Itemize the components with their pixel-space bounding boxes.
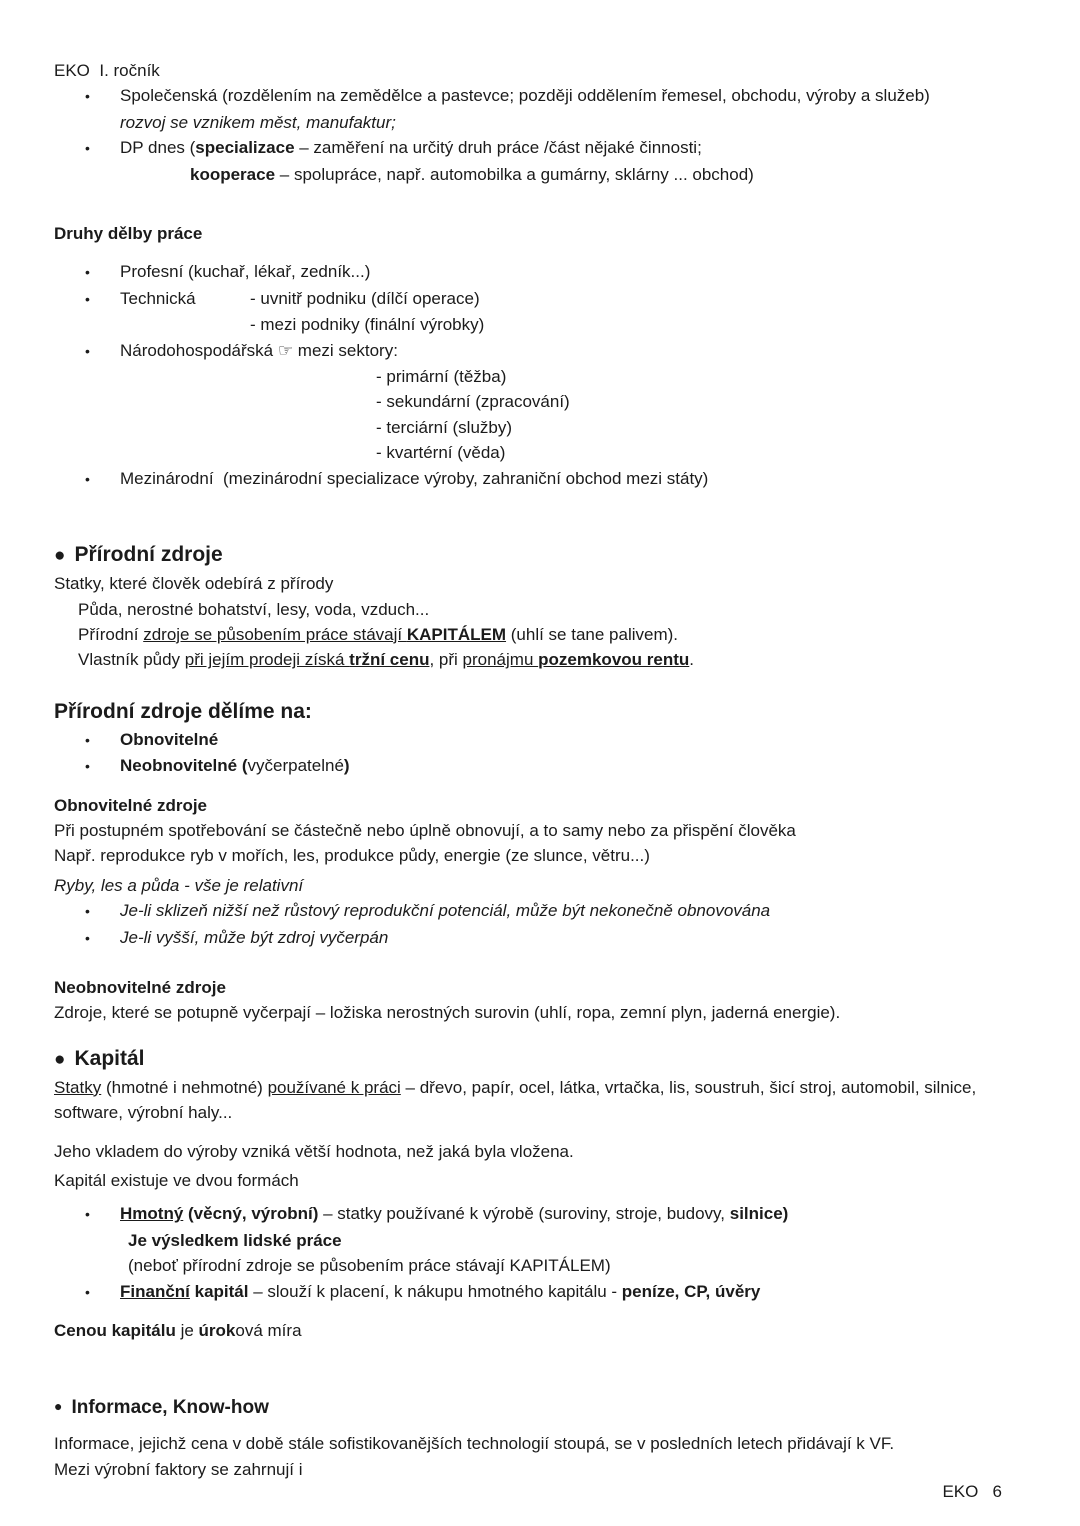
bullet-marker-icon: • (85, 903, 90, 920)
spacer (54, 492, 1026, 540)
text-segment: Mezinárodní (mezinárodní specializace výroby, zahraniční obchod mezi státy) (120, 468, 709, 488)
bullet-marker-icon: • (85, 88, 90, 105)
text-segment: Obnovitelné (120, 729, 219, 749)
bullet-marker-icon: • (85, 140, 90, 157)
bullet-item (54, 259, 1026, 285)
text-segment: Přírodní zdroje (74, 543, 223, 567)
text-line (54, 843, 1026, 868)
text-segment: Mezi výrobní faktory se zahrnují i (54, 1459, 303, 1479)
text-segment: Společenská (rozdělením na zemědělce a pastevce; později oddělením řemesel, obchodu, výroby a služeb) (120, 86, 930, 106)
bullet-item (54, 727, 1026, 753)
section-bullet-icon: ● (54, 1048, 66, 1070)
text-segment: Např. reprodukce ryb v mořích, les, produkce půdy, energie (ze slunce, větru...) (54, 846, 650, 866)
document-body (54, 58, 1026, 1482)
text-segment: při jejím prodeji získá (184, 650, 350, 670)
text-segment: Přírodní zdroje dělíme na: (54, 699, 312, 723)
text-segment: - terciární (služby) (376, 417, 513, 437)
heading-kapital (54, 1044, 1026, 1075)
text-segment: vyčerpatelné (247, 756, 344, 776)
text-segment: Informace, Know-how (71, 1397, 269, 1419)
text-segment: - primární (těžba) (376, 367, 507, 387)
spacer (54, 246, 1026, 259)
bullet-marker-icon: • (85, 758, 90, 775)
text-segment: (uhlí se tane palivem). (506, 624, 678, 644)
spacer (54, 1305, 1026, 1318)
bullet-marker-icon: • (85, 929, 90, 946)
spacer (54, 1126, 1026, 1139)
text-line (54, 873, 1026, 898)
text-segment: , při (429, 650, 463, 670)
text-segment: Je výsledkem lidské práce (128, 1230, 342, 1250)
text-segment: ová míra (235, 1321, 302, 1341)
bullet-item (54, 135, 1026, 161)
spacer (54, 673, 1026, 697)
bullet-item (54, 338, 1026, 364)
text-segment: (neboť přírodní zdroje se působením práce stávají KAPITÁLEM) (128, 1256, 611, 1276)
text-segment: pronájmu (462, 650, 539, 670)
continuation-line (54, 110, 1026, 135)
text-segment: je (175, 1321, 199, 1341)
text-segment: tržní cenu (349, 650, 430, 670)
text-segment: Ryby, les a půda - vše je relativní (54, 875, 304, 895)
text-segment: – statky používané k výrobě (suroviny, stroje, budovy, (318, 1204, 730, 1224)
bullet-item (54, 753, 1026, 779)
heading-druhy-delby-prace (54, 221, 1026, 246)
text-segment: zdroje se působením práce stávají (143, 624, 407, 644)
text-segment: Statky, které člověk odebírá z přírody (54, 574, 334, 594)
text-line (54, 818, 1026, 843)
text-segment: rozvoj se vznikem měst, manufaktur; (120, 112, 396, 132)
text-segment: . (689, 650, 694, 670)
bullet-marker-icon: • (85, 290, 90, 307)
text-segment: kooperace (190, 164, 276, 184)
heading-prirodni-zdroje-delime (54, 697, 1026, 727)
text-segment: KAPITÁLEM (406, 624, 507, 644)
text-segment: kapitál (189, 1281, 249, 1301)
text-line (54, 1000, 1026, 1025)
text-segment: Je-li sklizeň nižší než růstový reprodukční potenciál, může být nekonečně obnovována (120, 901, 771, 921)
text-segment: specializace (195, 138, 295, 158)
text-segment: úrok (198, 1321, 236, 1341)
text-segment: Zdroje, které se potupně vyčerpají – ložiska nerostných surovin (uhlí, ropa, zemní plyn, jaderná energie). (54, 1003, 841, 1023)
spacer (54, 780, 1026, 793)
text-segment: Obnovitelné zdroje (54, 795, 208, 815)
text-segment: Při postupném spotřebování se částečně nebo úplně obnovují, a to samy nebo za přispění člověka (54, 820, 796, 840)
text-segment: Je-li vyšší, může být zdroj vyčerpán (120, 927, 389, 947)
text-line (54, 1457, 1026, 1482)
text-segment: Informace, jejichž cena v době stále sofistikovanějších technologií stoupá, se v posledních letech přidávají k VF. (54, 1434, 895, 1454)
bullet-marker-icon: • (85, 264, 90, 281)
text-segment: Neobnovitelné ( (120, 756, 248, 776)
text-segment: Kapitál (74, 1046, 145, 1070)
text-segment: peníze, CP, úvěry (621, 1281, 761, 1301)
text-segment: - uvnitř podniku (dílčí operace) (250, 288, 480, 308)
text-segment: - kvartérní (věda) (376, 443, 506, 463)
doc-header (54, 58, 1026, 83)
text-segment: DP dnes ( (120, 138, 196, 158)
text-segment: – slouží k placení, k nákupu hmotného kapitálu - (248, 1281, 622, 1301)
continuation-line (54, 1253, 1026, 1278)
text-segment: používané k práci (267, 1077, 401, 1097)
text-line (54, 571, 1026, 596)
sub-item (54, 312, 1026, 337)
spacer (54, 1423, 1026, 1431)
text-segment: mezi sektory: (293, 340, 398, 360)
text-segment: Neobnovitelné zdroje (54, 977, 226, 997)
bullet-item (54, 83, 1026, 109)
text-segment: ) (343, 756, 350, 776)
bullet-item (54, 466, 1026, 492)
text-segment: Přírodní (78, 624, 144, 644)
bullet-marker-icon: • (85, 1206, 90, 1223)
bullet-marker-icon: • (85, 1283, 90, 1300)
text-segment: Druhy dělby práce (54, 224, 203, 244)
bullet-item (54, 1279, 1026, 1305)
page-footer: EKO 6 (942, 1482, 1002, 1501)
text-line (54, 1168, 1026, 1193)
text-segment: Půda, nerostné bohatství, lesy, voda, vzduch... (78, 599, 430, 619)
text-segment: Kapitál existuje ve dvou formách (54, 1171, 299, 1190)
heading-obnovitelne-zdroje (54, 793, 1026, 818)
bullet-item (54, 1201, 1026, 1227)
text-segment: – dřevo, papír, ocel, látka, vrtačka, lis, soustruh, šicí stroj, automobil, silnice, software, výrobní haly... (54, 1077, 981, 1123)
text-segment: pozemkovou rentu (538, 650, 690, 670)
text-segment: Technická (120, 288, 196, 308)
sub-item (54, 389, 1026, 414)
section-bullet-icon: ● (54, 1398, 63, 1415)
bullet-item (54, 898, 1026, 924)
text-segment: EKO I. ročník (54, 61, 160, 80)
spacer (54, 187, 1026, 221)
text-segment: Hmotný (120, 1204, 184, 1224)
text-segment: Finanční (120, 1281, 190, 1301)
text-segment: Jeho vkladem do výroby vzniká větší hodnota, než jaká byla vložena. (54, 1141, 574, 1161)
heading-prirodni-zdroje (54, 540, 1026, 571)
bullet-marker-icon: • (85, 731, 90, 748)
spacer (54, 1343, 1026, 1391)
text-segment: Statky (54, 1077, 102, 1097)
continuation-line (54, 162, 1026, 187)
continuation-line (54, 1228, 1026, 1253)
text-segment: – spolupráce, např. automobilka a gumárny, sklárny ... obchod) (275, 164, 754, 184)
text-line (54, 647, 1026, 672)
sub-item (54, 364, 1026, 389)
sub-item (54, 440, 1026, 465)
spacer (54, 951, 1026, 975)
text-line (54, 1318, 1026, 1343)
section-bullet-icon: ● (54, 545, 66, 567)
text-segment: (věcný, výrobní) (183, 1204, 319, 1224)
pointing-hand-icon: ☞ (277, 340, 294, 361)
heading-neobnovitelne-zdroje (54, 975, 1026, 1000)
sub-item (54, 415, 1026, 440)
text-segment: – zaměření na určitý druh práce /část nějaké činnosti; (294, 138, 702, 158)
spacer (54, 1193, 1026, 1201)
spacer (54, 1026, 1026, 1044)
bullet-marker-icon: • (85, 342, 90, 359)
text-segment: Cenou kapitálu (54, 1321, 176, 1341)
text-segment: - sekundární (zpracování) (376, 392, 570, 412)
text-line (54, 622, 1026, 647)
heading-informace-know-how (54, 1391, 1026, 1423)
text-line (54, 1075, 1026, 1126)
text-segment: Profesní (kuchař, lékař, zedník...) (120, 262, 371, 282)
text-segment: Vlastník půdy (78, 650, 185, 670)
text-segment: (hmotné i nehmotné) (101, 1077, 268, 1097)
bullet-item (54, 925, 1026, 951)
text-line (54, 597, 1026, 622)
text-segment: - mezi podniky (finální výrobky) (250, 315, 485, 335)
text-segment: silnice) (729, 1204, 789, 1224)
text-segment: Národohospodářská (120, 340, 278, 360)
bullet-marker-icon: • (85, 470, 90, 487)
text-line (54, 1431, 1026, 1456)
bullet-item (54, 286, 1026, 312)
text-line (54, 1139, 1026, 1164)
